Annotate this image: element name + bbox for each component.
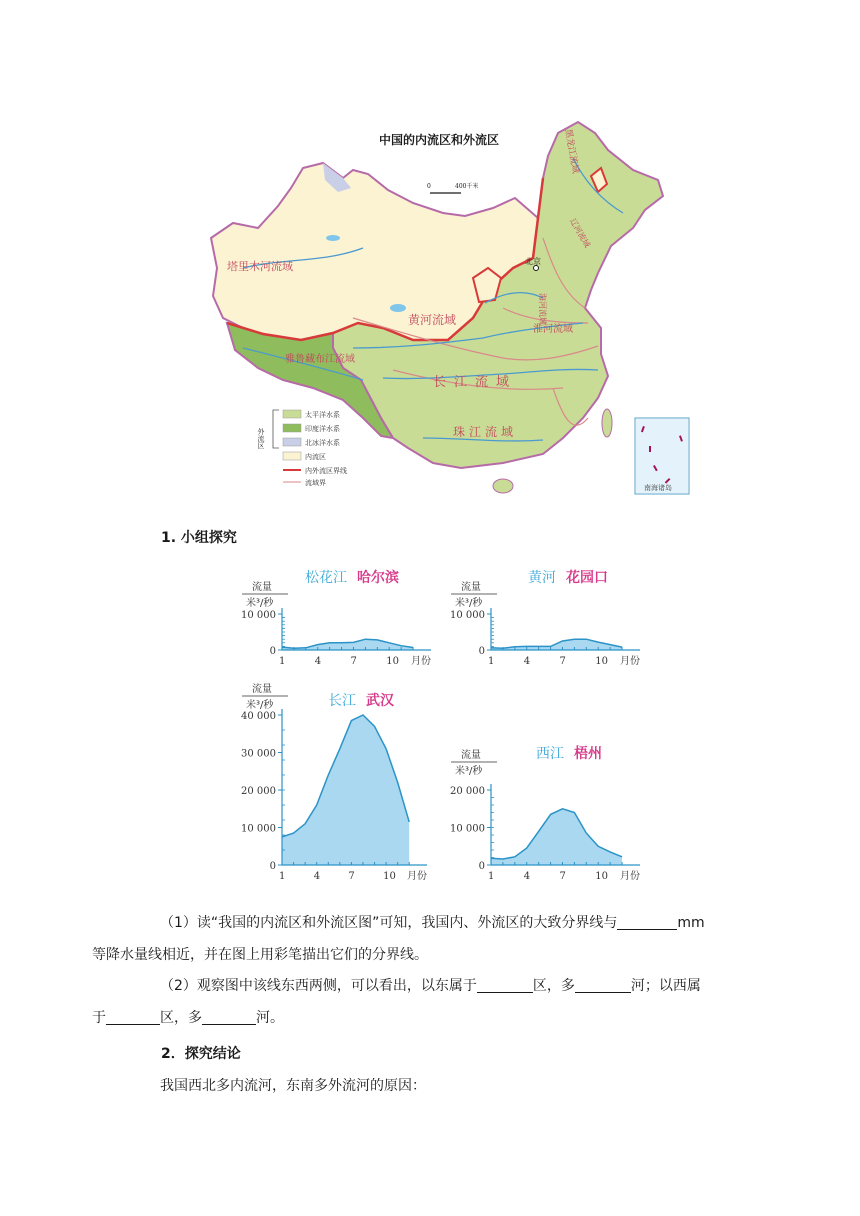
y-axis-unit: 米³/秒	[455, 598, 483, 609]
x-axis-unit: 月份	[620, 871, 640, 882]
scale-distance: 400千米	[455, 183, 479, 190]
river-flow-charts	[225, 562, 645, 892]
chart-station-name: 梧州	[574, 746, 602, 762]
q2-text-e: 区，多	[160, 1010, 202, 1026]
y-axis-label: 流量	[461, 750, 481, 761]
y-tick-label: 10 000	[450, 823, 485, 835]
question-2	[92, 970, 734, 1034]
y-tick-label: 20 000	[450, 786, 485, 797]
basin-label: 黄河流域	[408, 313, 457, 327]
y-tick-label: 20 000	[241, 786, 276, 797]
chart-station-name: 武汉	[366, 693, 394, 709]
y-tick-label: 0	[478, 861, 485, 872]
q2-blank-3[interactable]	[106, 1008, 160, 1025]
x-tick-label: 10	[386, 656, 399, 667]
lake-qinghai	[390, 304, 406, 312]
basin-label: 长江流域	[433, 375, 518, 390]
taiwan-island	[602, 409, 612, 437]
q2-text-d: 于	[92, 1010, 106, 1026]
q2-text-f: 河。	[256, 1010, 284, 1026]
x-tick-label: 7	[559, 871, 566, 882]
section-title-conclusion: 2．探究结论	[161, 1046, 241, 1062]
legend-swatch	[283, 452, 301, 460]
basin-label: 辽河流域	[568, 216, 592, 250]
x-tick-label: 7	[350, 656, 357, 667]
map-title: 中国的内流区和外流区	[379, 133, 500, 147]
y-tick-label: 40 000	[241, 711, 276, 722]
chart-station-name: 花园口	[566, 570, 608, 586]
y-axis-unit: 米³/秒	[455, 766, 483, 777]
y-tick-label: 10 000	[450, 610, 485, 621]
q2-blank-2[interactable]	[575, 976, 631, 993]
x-tick-label: 1	[488, 656, 495, 667]
q1-blank[interactable]	[617, 913, 677, 930]
y-tick-label: 0	[269, 646, 276, 657]
flow-area	[282, 715, 409, 865]
x-tick-label: 10	[595, 871, 608, 882]
x-axis-unit: 月份	[411, 656, 431, 667]
x-axis-unit: 月份	[620, 656, 640, 667]
basin-label: 黑龙江流域	[562, 128, 581, 175]
inset-label: 南海诸岛	[644, 484, 672, 492]
x-tick-label: 1	[279, 871, 286, 882]
x-tick-label: 7	[348, 871, 355, 882]
capital-label: 北京	[525, 257, 541, 266]
legend-swatch	[283, 410, 301, 418]
lake-bosten	[326, 235, 340, 241]
q2-text-a: （2）观察图中该线东西两侧，可以看出，以东属于	[160, 978, 477, 994]
x-tick-label: 4	[523, 656, 531, 667]
y-axis-label: 流量	[461, 582, 481, 593]
q2-text-c: 河；以西属	[630, 978, 701, 994]
scale-zero: 0	[427, 183, 431, 190]
chart-river-name: 黄河	[528, 570, 556, 586]
chart-river-name: 长江	[328, 693, 356, 709]
inset-sea	[636, 419, 688, 493]
legend-group-label: 外流区	[257, 428, 265, 449]
question-1	[92, 907, 734, 971]
chart-river-name: 西江	[536, 746, 564, 762]
y-tick-label: 10 000	[241, 823, 276, 835]
q1-text-c: 等降水量线相近，并在图上用彩笔描出它们的分界线。	[92, 947, 428, 963]
x-tick-label: 4	[523, 871, 531, 882]
basin-label: 淮河流域	[533, 324, 573, 335]
y-axis-unit: 米³/秒	[246, 700, 274, 711]
x-tick-label: 1	[488, 871, 495, 882]
legend-swatch	[283, 424, 301, 432]
y-tick-label: 0	[269, 861, 276, 872]
x-tick-label: 10	[595, 656, 608, 667]
x-tick-label: 4	[314, 656, 322, 667]
q1-text-b: mm	[677, 915, 705, 931]
map-legend	[257, 410, 348, 487]
legend-bracket	[273, 410, 279, 448]
legend-label: 印度洋水系	[305, 425, 340, 433]
legend-label: 北冰洋水系	[305, 439, 340, 447]
hainan-island	[493, 479, 513, 493]
x-tick-label: 10	[383, 871, 396, 882]
y-axis-label: 流量	[252, 684, 272, 695]
y-axis-label: 流量	[252, 582, 272, 593]
basin-label: 海河流域	[538, 293, 547, 325]
capital-marker	[534, 266, 539, 271]
section-title-group-inquiry: 1. 小组探究	[161, 530, 237, 546]
flow-area	[491, 639, 622, 650]
y-tick-label: 0	[478, 646, 485, 657]
x-tick-label: 7	[559, 656, 566, 667]
y-tick-label: 10 000	[241, 610, 276, 621]
legend-label: 太平洋水系	[305, 411, 340, 419]
q2-text-b: 区，多	[532, 978, 575, 994]
legend-label: 内流区	[305, 453, 326, 461]
basin-label: 塔里木河流域	[227, 260, 293, 273]
q2-blank-1[interactable]	[477, 976, 533, 993]
x-tick-label: 1	[279, 656, 286, 667]
y-tick-label: 30 000	[241, 748, 276, 760]
legend-swatch	[283, 438, 301, 446]
flow-area	[491, 809, 622, 865]
map-svg	[203, 118, 699, 500]
china-drainage-map	[203, 118, 699, 500]
charts-svg	[225, 562, 645, 892]
x-axis-unit: 月份	[407, 871, 427, 882]
basin-label: 雅鲁藏布江流域	[285, 354, 355, 365]
conclusion-text: 我国西北多内流河，东南多外流河的原因：	[160, 1078, 426, 1094]
legend-label: 内外流区界线	[305, 467, 347, 475]
chart-river-name: 松花江	[305, 570, 347, 586]
y-axis-unit: 米³/秒	[246, 598, 274, 609]
basin-label: 珠江流域	[453, 425, 518, 439]
chart-station-name: 哈尔滨	[357, 570, 399, 586]
q2-blank-4[interactable]	[202, 1008, 256, 1025]
q1-text-a: （1）读“我国的内流区和外流区图”可知，我国内、外流区的大致分界线与	[160, 915, 618, 931]
x-tick-label: 4	[313, 871, 321, 882]
legend-label: 流域界	[305, 479, 326, 487]
